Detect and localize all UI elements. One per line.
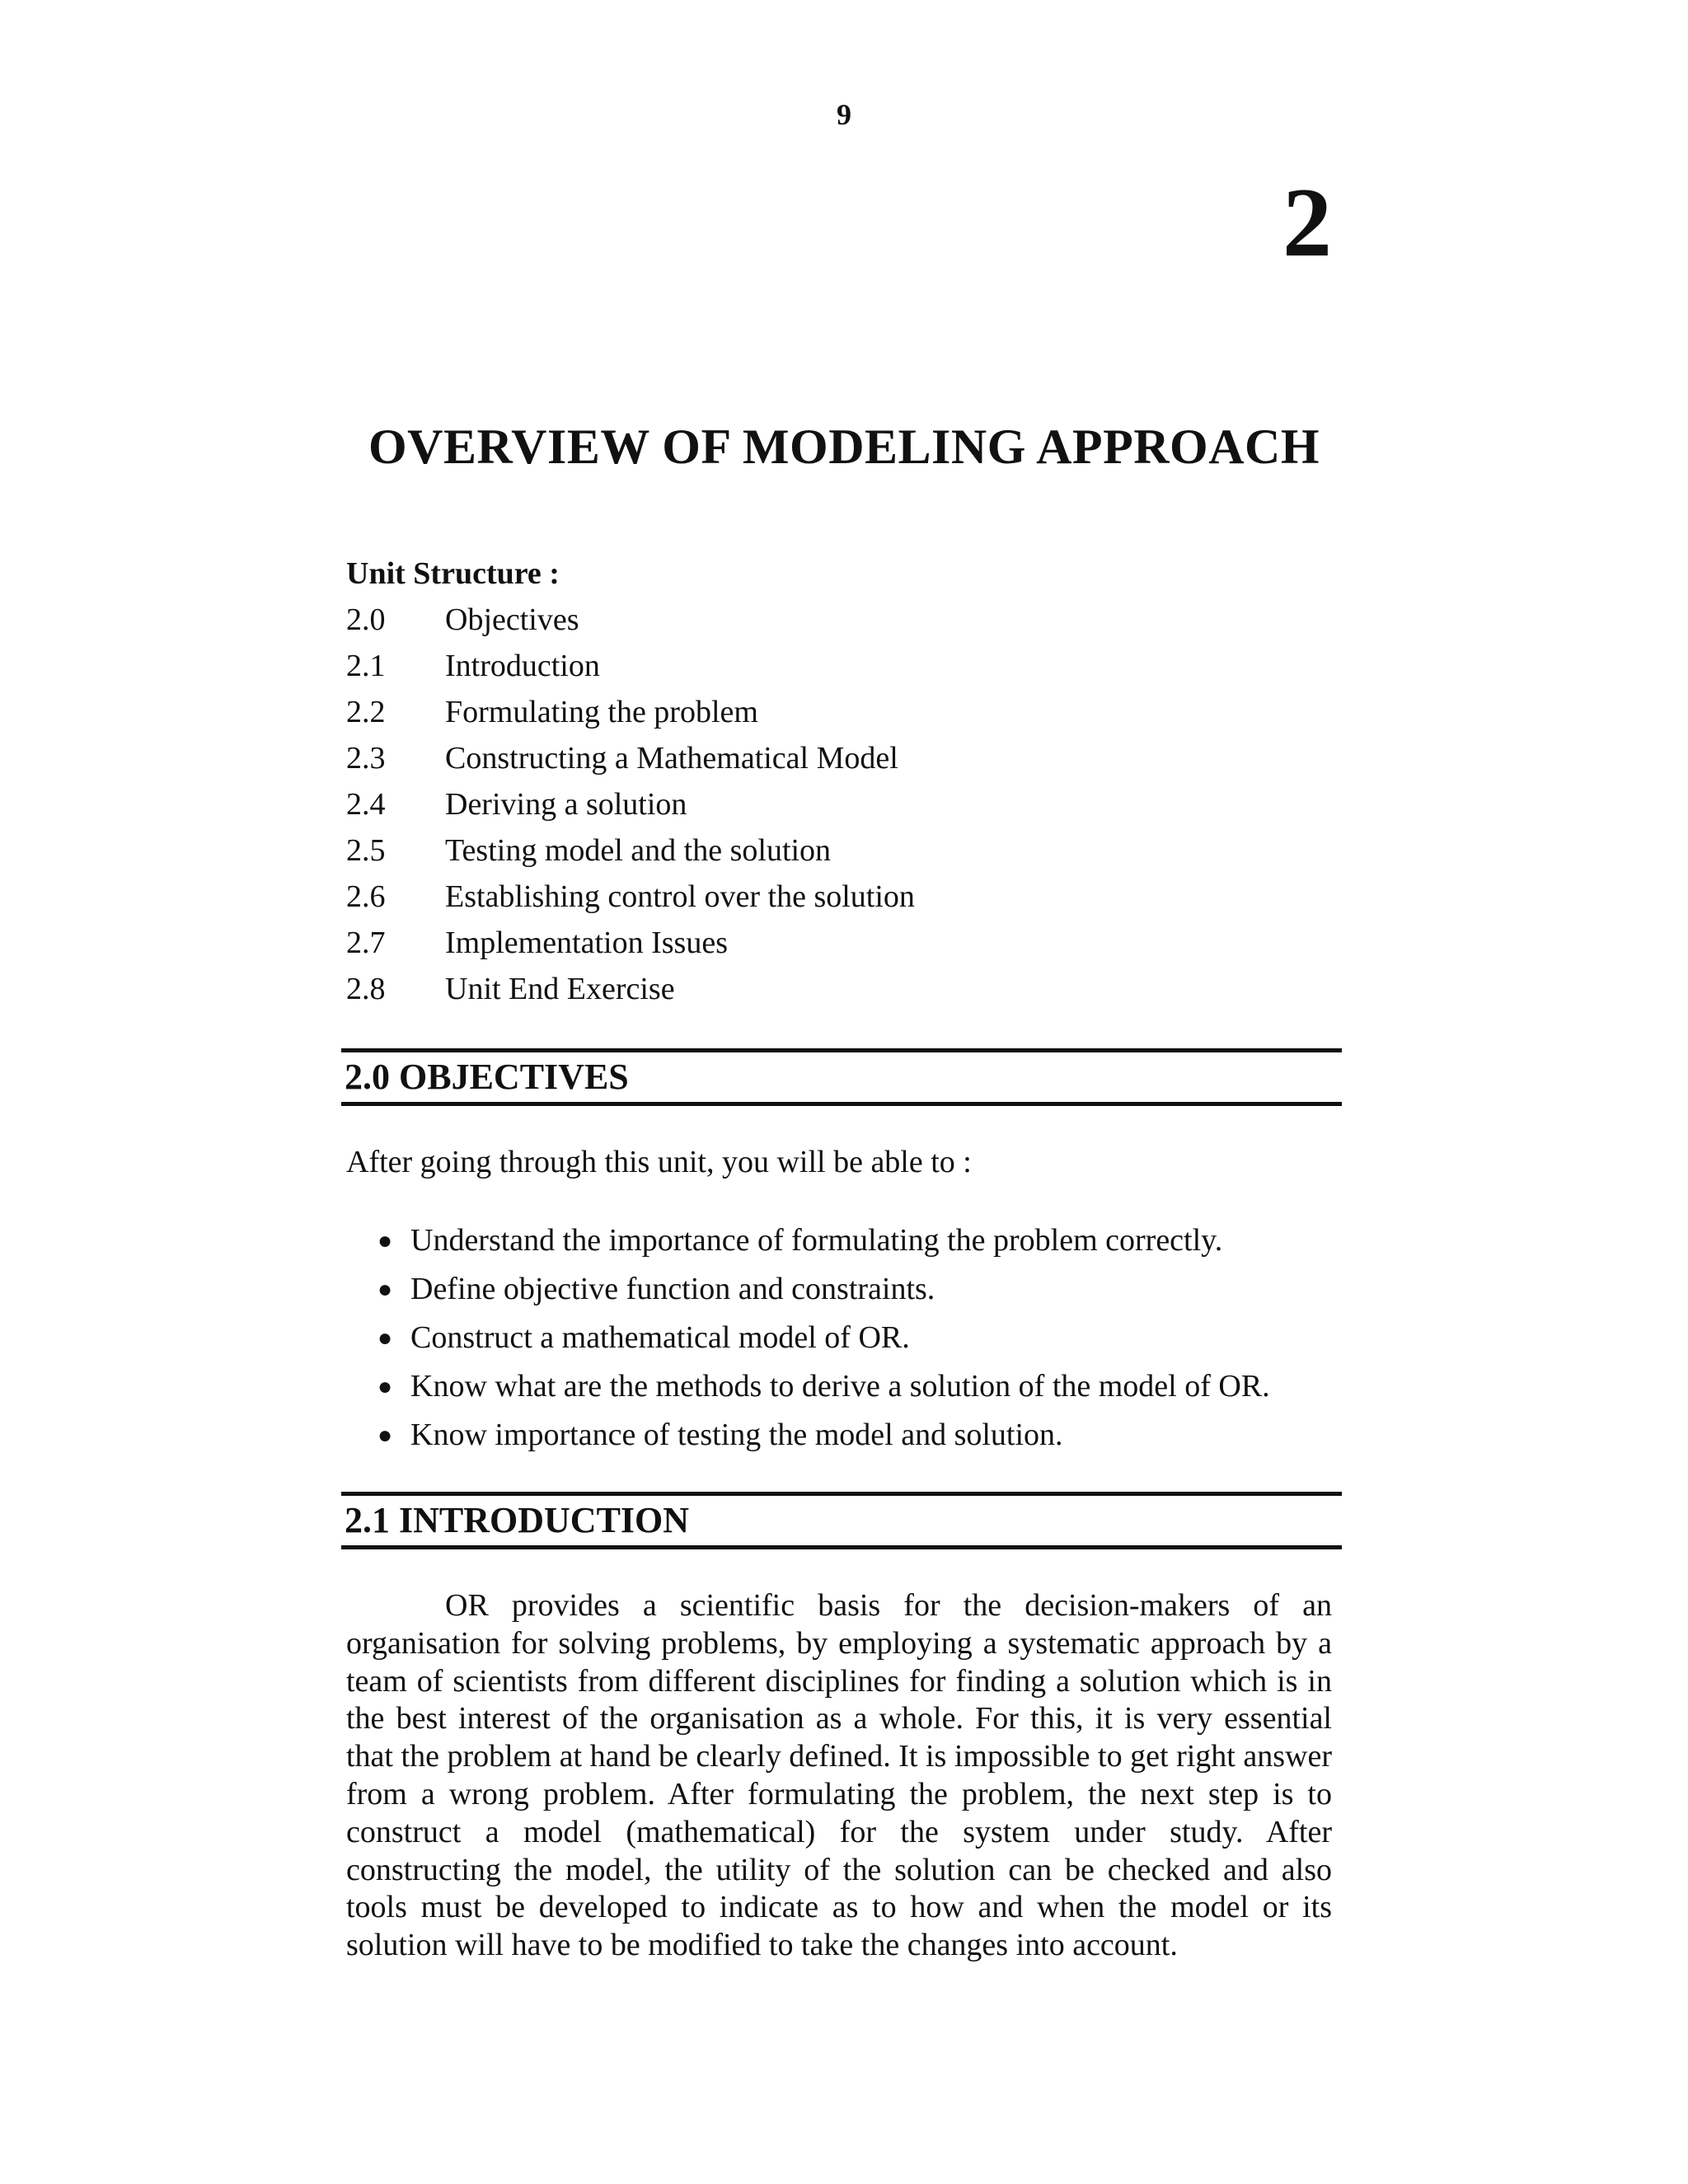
toc-item-label: Objectives	[445, 602, 579, 637]
toc-item-number: 2.3	[346, 741, 386, 776]
toc-item-label: Constructing a Mathematical Model	[445, 741, 898, 776]
toc-item	[346, 597, 1343, 643]
toc-item-label: Implementation Issues	[445, 926, 728, 960]
bullet-icon: ●	[377, 1276, 393, 1303]
toc-item-number: 2.8	[346, 972, 386, 1006]
list-item	[377, 1314, 1350, 1362]
chapter-number: 2	[1282, 167, 1332, 277]
toc-item-number: 2.2	[346, 695, 386, 729]
toc-item-label: Formulating the problem	[445, 695, 758, 729]
toc-item-label: Deriving a solution	[445, 787, 687, 822]
toc-item-label: Unit End Exercise	[445, 972, 675, 1006]
toc-item	[346, 874, 1343, 920]
toc-item-number: 2.7	[346, 926, 386, 960]
toc-item-number: 2.6	[346, 879, 386, 914]
bullet-text: Define objective function and constraints.	[410, 1272, 935, 1306]
bullet-icon: ●	[377, 1373, 393, 1400]
toc-item-number: 2.1	[346, 649, 386, 683]
toc-item	[346, 920, 1343, 966]
toc-item-number: 2.0	[346, 602, 386, 637]
page-number: 9	[837, 98, 851, 131]
toc-item	[346, 781, 1343, 827]
toc-item	[346, 827, 1343, 874]
list-item	[377, 1265, 1350, 1314]
toc-item	[346, 966, 1343, 1012]
toc-item-label: Testing model and the solution	[445, 833, 832, 868]
bullet-text: Know importance of testing the model and solution.	[410, 1418, 1063, 1452]
toc-item-label: Establishing control over the solution	[445, 879, 915, 914]
list-item	[377, 1362, 1350, 1411]
toc-item-number: 2.5	[346, 833, 386, 868]
bullet-text: Know what are the methods to derive a solution of the model of OR.	[410, 1369, 1270, 1404]
list-item	[377, 1216, 1350, 1265]
list-item	[377, 1411, 1350, 1460]
section-heading-introduction: 2.1 INTRODUCTION	[341, 1492, 1342, 1549]
objectives-bullet-list	[377, 1216, 1350, 1460]
unit-structure-heading: Unit Structure :	[346, 556, 560, 591]
toc-item-label: Introduction	[445, 649, 600, 683]
section-heading-objectives: 2.0 OBJECTIVES	[341, 1048, 1342, 1106]
introduction-paragraph: OR provides a scientific basis for the decision-makers of an organisation for solving problems, by employing a systematic approach by a team of scientists from different disciplines for finding a solution which is in the best interest of the organisation as a whole. For this, it is very essential that the problem at hand be clearly defined. It is impossible to get right answer from a wrong problem. After formulating the problem, the next step is to construct a model (mathematical) for the system under study. After constructing the model, the utility of the solution can be checked and also tools must be developed to indicate as to how and when the model or its solution will have to be modified to take the changes into account.	[346, 1588, 1332, 1963]
toc-item	[346, 735, 1343, 781]
bullet-icon: ●	[377, 1227, 393, 1254]
objectives-intro: After going through this unit, you will be able to :	[346, 1145, 972, 1179]
toc-item-number: 2.4	[346, 787, 386, 822]
bullet-text: Understand the importance of formulating the problem correctly.	[410, 1223, 1223, 1258]
bullet-icon: ●	[377, 1422, 393, 1449]
chapter-title: OVERVIEW OF MODELING APPROACH	[368, 419, 1320, 474]
toc-item	[346, 689, 1343, 735]
bullet-icon: ●	[377, 1324, 393, 1352]
toc-item	[346, 643, 1343, 689]
unit-structure	[346, 551, 1343, 1012]
bullet-text: Construct a mathematical model of OR.	[410, 1320, 910, 1355]
